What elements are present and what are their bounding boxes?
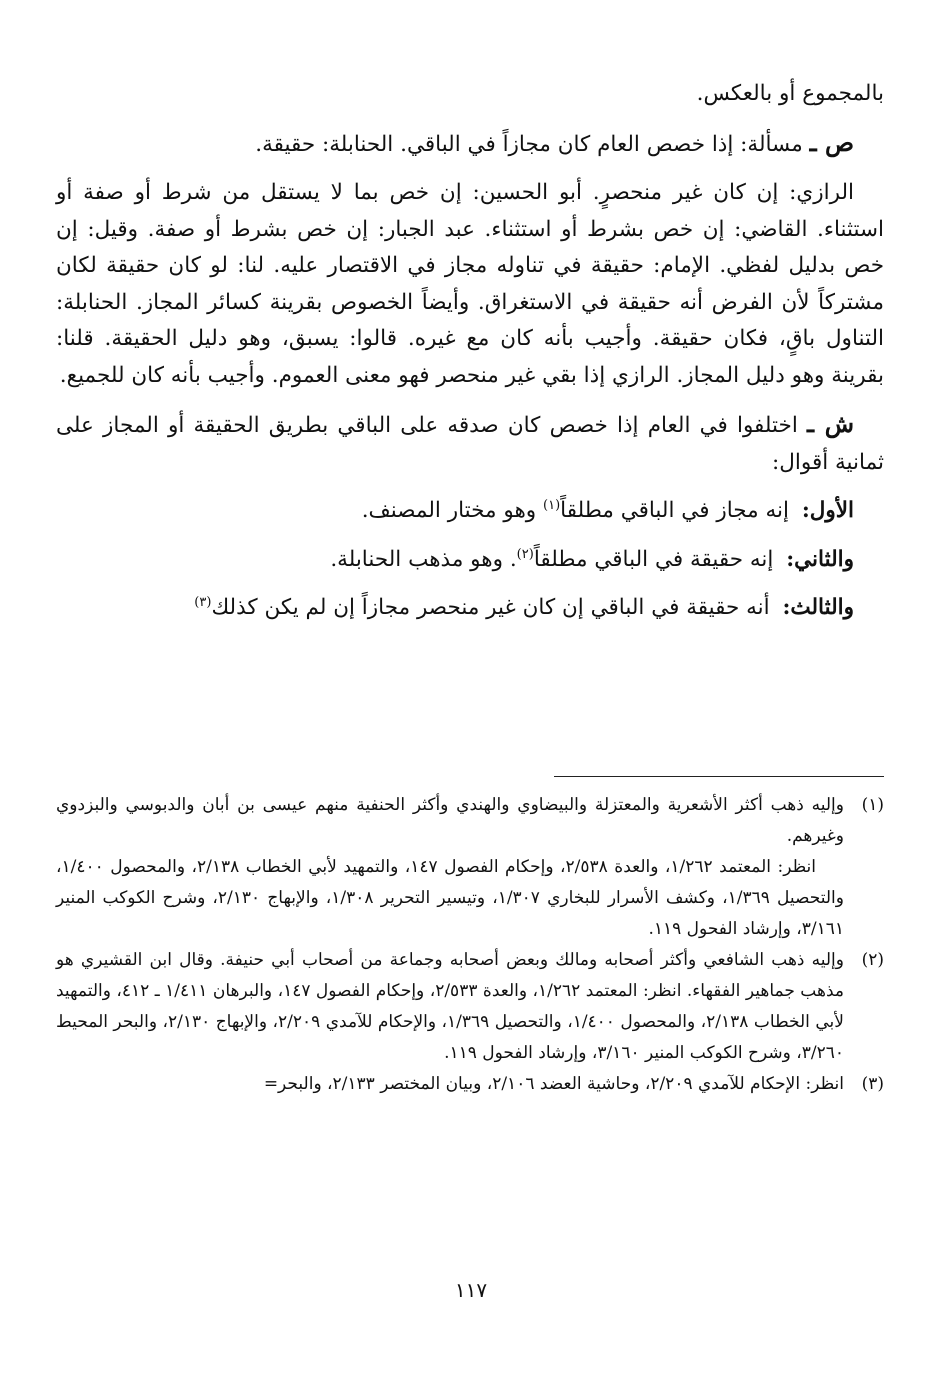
opening-text: بالمجموع أو بالعكس. bbox=[696, 81, 884, 106]
second-opinion-label: والثاني: bbox=[786, 546, 854, 572]
third-opinion-label: والثالث: bbox=[782, 595, 854, 620]
footnote-ref-3[interactable]: (٣) bbox=[194, 594, 212, 610]
footnote-text: وإليه ذهب أكثر الأشعرية والمعتزلة والبيضاوي والهندي وأكثر الحنفية منهم عيسى بن أبان والدبوسي والبزدوي وغيرهم. bbox=[56, 795, 844, 846]
main-text bbox=[56, 76, 884, 627]
first-opinion-tail: وهو مختار المصنف. bbox=[361, 498, 544, 523]
second-opinion-tail: . وهو مذهب الحنابلة. bbox=[330, 546, 517, 572]
footnote-ref-1[interactable]: (١) bbox=[543, 497, 561, 513]
footnote-body bbox=[56, 1069, 844, 1100]
matn-marker: ص ـ bbox=[809, 127, 854, 157]
first-opinion bbox=[56, 493, 884, 530]
footnote-body bbox=[56, 790, 844, 945]
third-opinion bbox=[56, 590, 884, 627]
footnote-references: انظر: المعتمد ١/٢٦٢، والعدة ٢/٥٣٨، وإحكام الفصول ١٤٧، والتمهيد لأبي الخطاب ٢/١٣٨، والمحصول ١/٤٠٠، والتحصيل ١/٣٦٩، وكشف الأسرار للبخاري ١/٣٠٧، وتيسير التحرير ١/٣٠٨، والإبهاج ٢/١٣٠، وشرح الكوكب المنير ٣/١٦١، وإرشاد الفحول ١١٩. bbox=[56, 857, 844, 939]
footnote-divider bbox=[554, 776, 884, 777]
sharh-marker: ش ـ bbox=[806, 409, 854, 438]
masala-text: مسألة: إذا خصص العام كان مجازاً في الباقي. الحنابلة: حقيقة. bbox=[255, 131, 803, 157]
footnote-1 bbox=[56, 790, 884, 945]
footnote-number: (١) bbox=[861, 795, 884, 815]
second-opinion-text: إنه حقيقة في الباقي مطلقاً bbox=[533, 546, 774, 572]
footnote-text: وإليه ذهب الشافعي وأكثر أصحابه ومالك وبعض أصحابه وجماعة من أصحاب أبي حنيفة. وقال ابن القشيري هو مذهب جماهير الفقهاء. انظر: المعتمد ١/٢٦٢، والعدة ٢/٥٣٣، وإحكام الفصول ١٤٧، والبرهان ١/٤١١ ـ ٤١٢، والتمهيد لأبي الخطاب ٢/١٣٨، والمحصول ١/٤٠٠، والتحصيل ١/٣٦٩، والإحكام للآمدي ٢/٢٠٩، والإبهاج ٢/١٣٠، والبحر المحيط ٣/٢٦٠، وشرح الكوكب المنير ٣/١٦٠، وإرشاد الفحول ١١٩. bbox=[56, 950, 844, 1063]
second-opinion bbox=[56, 542, 884, 579]
sharh-paragraph bbox=[56, 406, 884, 481]
footnote-2 bbox=[56, 945, 884, 1069]
first-opinion-label: الأول: bbox=[801, 498, 854, 523]
opening-line bbox=[56, 76, 884, 113]
masala-paragraph bbox=[56, 125, 884, 164]
first-opinion-text: إنه مجاز في الباقي مطلقاً bbox=[560, 498, 789, 523]
page-number: ١١٧ bbox=[454, 1278, 488, 1302]
footnotes bbox=[56, 790, 884, 1100]
sharh-text: اختلفوا في العام إذا خصص كان صدقه على الباقي بطريق الحقيقة أو المجاز على ثمانية أقوال: bbox=[56, 413, 884, 475]
footnote-ref-2[interactable]: (٢) bbox=[516, 546, 534, 562]
footnote-number: (٢) bbox=[861, 950, 884, 970]
razi-text: الرازي: إن كان غير منحصرٍ. أبو الحسين: إن خص بما لا يستقل من شرط أو صفة أو استثناء. القاضي: إن خص بشرط أو استثناء. عبد الجبار: إن خص بشرط أو صفة. وقيل: إن خص بدليل لفظي. الإمام: حقيقة في تناوله مجاز في الاقتصار عليه. لنا: لو كان حقيقة لكان مشتركاً لأن الفرض أنه حقيقة في الاستغراق. وأيضاً الخصوص بقرينة كسائر المجاز. الحنابلة: التناول باقٍ، فكان حقيقة. وأجيب بأنه كان مع غيره. قالوا: يسبق، وهو دليل الحقيقة. قلنا: بقرينة وهو دليل المجاز. الرازي إذا بقي غير منحصر فهو معنى العموم. وأجيب بأنه كان للجميع. bbox=[56, 180, 884, 388]
third-opinion-text: أنه حقيقة في الباقي إن كان غير منحصر مجازاً إن لم يكن كذلك bbox=[211, 595, 770, 620]
footnote-number: (٣) bbox=[861, 1074, 884, 1094]
razi-paragraph bbox=[56, 175, 884, 394]
footnote-text: انظر: الإحكام للآمدي ٢/٢٠٩، وحاشية العضد ٢/١٠٦، وبيان المختصر ٢/١٣٣، والبحر= bbox=[263, 1074, 844, 1094]
footnote-body bbox=[56, 945, 844, 1069]
footnote-3 bbox=[56, 1069, 884, 1100]
